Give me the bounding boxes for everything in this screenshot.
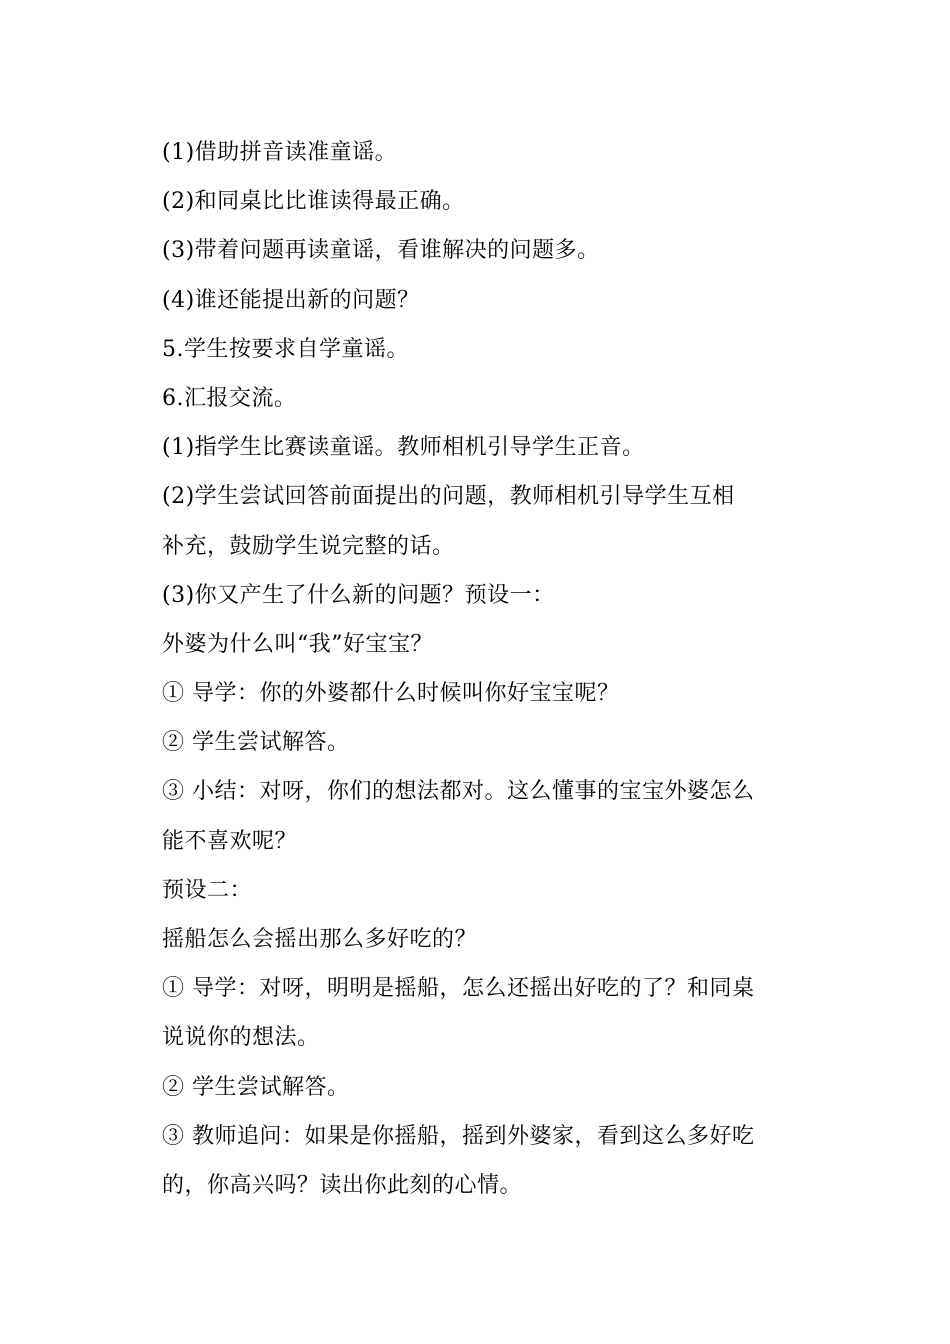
preset-2-followup-continuation: 的，你高兴吗？读出你此刻的心情。: [162, 1172, 523, 1198]
step-3-line: (3)带着问题再读童谣，看谁解决的问题多。: [162, 238, 600, 264]
preset-2-heading: 预设二：: [162, 877, 253, 903]
preset-1-summary: ③ 小结：对呀，你们的想法都对。这么懂事的宝宝外婆怎么: [162, 779, 755, 805]
preset-1-guide: ① 导学：你的外婆都什么时候叫你好宝宝呢？: [162, 681, 620, 707]
step-2-line: (2)和同桌比比谁读得最正确。: [162, 189, 465, 215]
report-step-1-line: (1)指学生比赛读童谣。教师相机引导学生正音。: [162, 435, 645, 461]
preset-2-guide-continuation: 说说你的想法。: [162, 1025, 320, 1051]
preset-1-answer: ② 学生尝试解答。: [162, 730, 350, 756]
preset-1-summary-continuation: 能不喜欢呢？: [162, 828, 298, 854]
step-1-line: (1)借助拼音读准童谣。: [162, 140, 398, 165]
report-step-2-line: (2)学生尝试回答前面提出的问题，教师相机引导学生互相: [162, 484, 735, 510]
item-6-heading: 6.汇报交流。: [162, 385, 297, 411]
preset-2-question: 摇船怎么会摇出那么多好吃的？: [162, 927, 478, 952]
item-5-heading: 5.学生按要求自学童谣。: [162, 336, 409, 362]
preset-2-followup: ③ 教师追问：如果是你摇船，摇到外婆家，看到这么多好吃: [162, 1123, 755, 1149]
report-step-3-line: (3)你又产生了什么新的问题？预设一：: [162, 582, 555, 608]
preset-2-answer: ② 学生尝试解答。: [162, 1074, 350, 1100]
preset-2-guide: ① 导学：对呀，明明是摇船，怎么还摇出好吃的了？和同桌: [162, 976, 755, 1002]
report-step-2-continuation: 补充，鼓励学生说完整的话。: [162, 533, 455, 559]
step-4-line: (4)谁还能提出新的问题？: [162, 287, 420, 313]
document-body: [162, 128, 802, 1210]
preset-1-question: 外婆为什么叫“我”好宝宝？: [162, 631, 433, 657]
